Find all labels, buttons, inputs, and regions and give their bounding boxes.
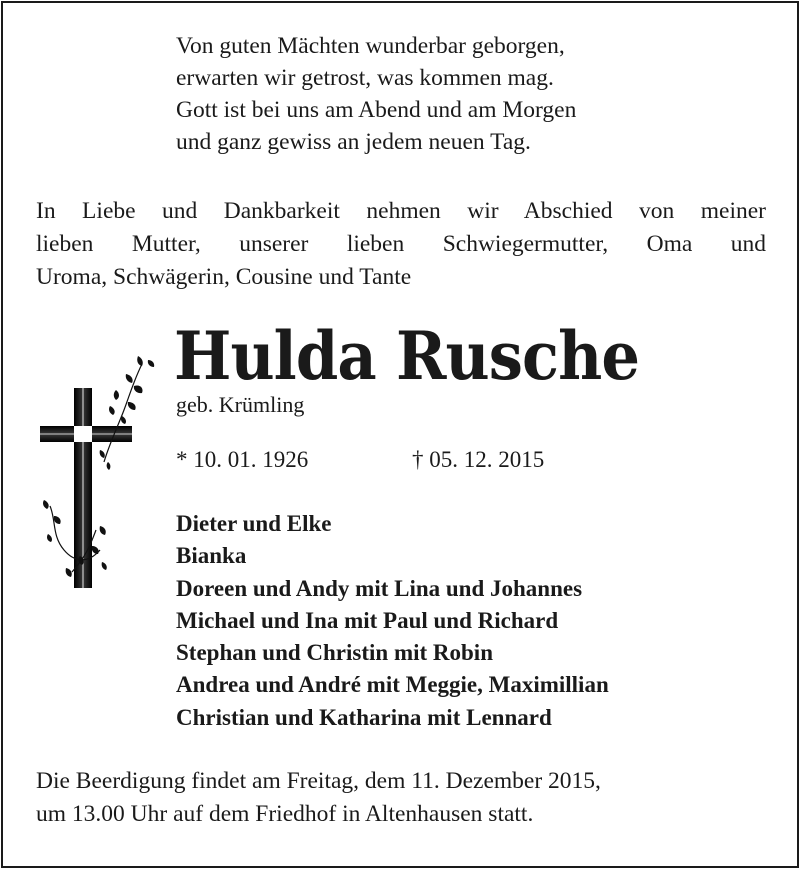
cross-with-ivy-icon [30,350,170,590]
family-member: Bianka [176,543,247,569]
family-member: Andrea und André mit Meggie, Maximillian [176,672,609,698]
deceased-name: Hulda Rusche [174,317,640,395]
poem-line: Von guten Mächten wunderbar geborgen, [176,33,565,59]
poem-line: erwarten wir getrost, was kommen mag. [176,65,554,91]
family-member: Michael und Ina mit Paul und Richard [176,607,559,633]
death-date: † 05. 12. 2015 [412,447,545,472]
family-list [176,508,609,734]
poem-line: Gott ist bei uns am Abend und am Morgen [176,97,577,123]
family-member: Dieter und Elke [176,511,332,536]
birth-name: geb. Krümling [176,392,305,417]
intro-line: In Liebe und Dankbarkeit nehmen wir Abschied von meiner [36,198,766,224]
intro-line: lieben Mutter, unserer lieben Schwiegermutter, Oma und [36,231,766,257]
funeral-line: um 13.00 Uhr auf dem Friedhof in Altenhausen statt. [36,801,534,827]
family-member: Stephan und Christin mit Robin [176,640,493,666]
intro-line: Uroma, Schwägerin, Cousine und Tante [36,264,412,290]
family-member: Christian und Katharina mit Lennard [176,704,552,730]
birth-date: * 10. 01. 1926 [176,447,309,472]
funeral-line: Die Beerdigung findet am Freitag, dem 11. Dezember 2015, [36,768,601,794]
funeral-info [36,765,601,831]
family-member: Doreen und Andy mit Lina und Johannes [176,575,583,601]
poem [176,30,576,158]
intro-text [36,195,766,294]
poem-line: und ganz gewiss an jedem neuen Tag. [176,129,531,155]
